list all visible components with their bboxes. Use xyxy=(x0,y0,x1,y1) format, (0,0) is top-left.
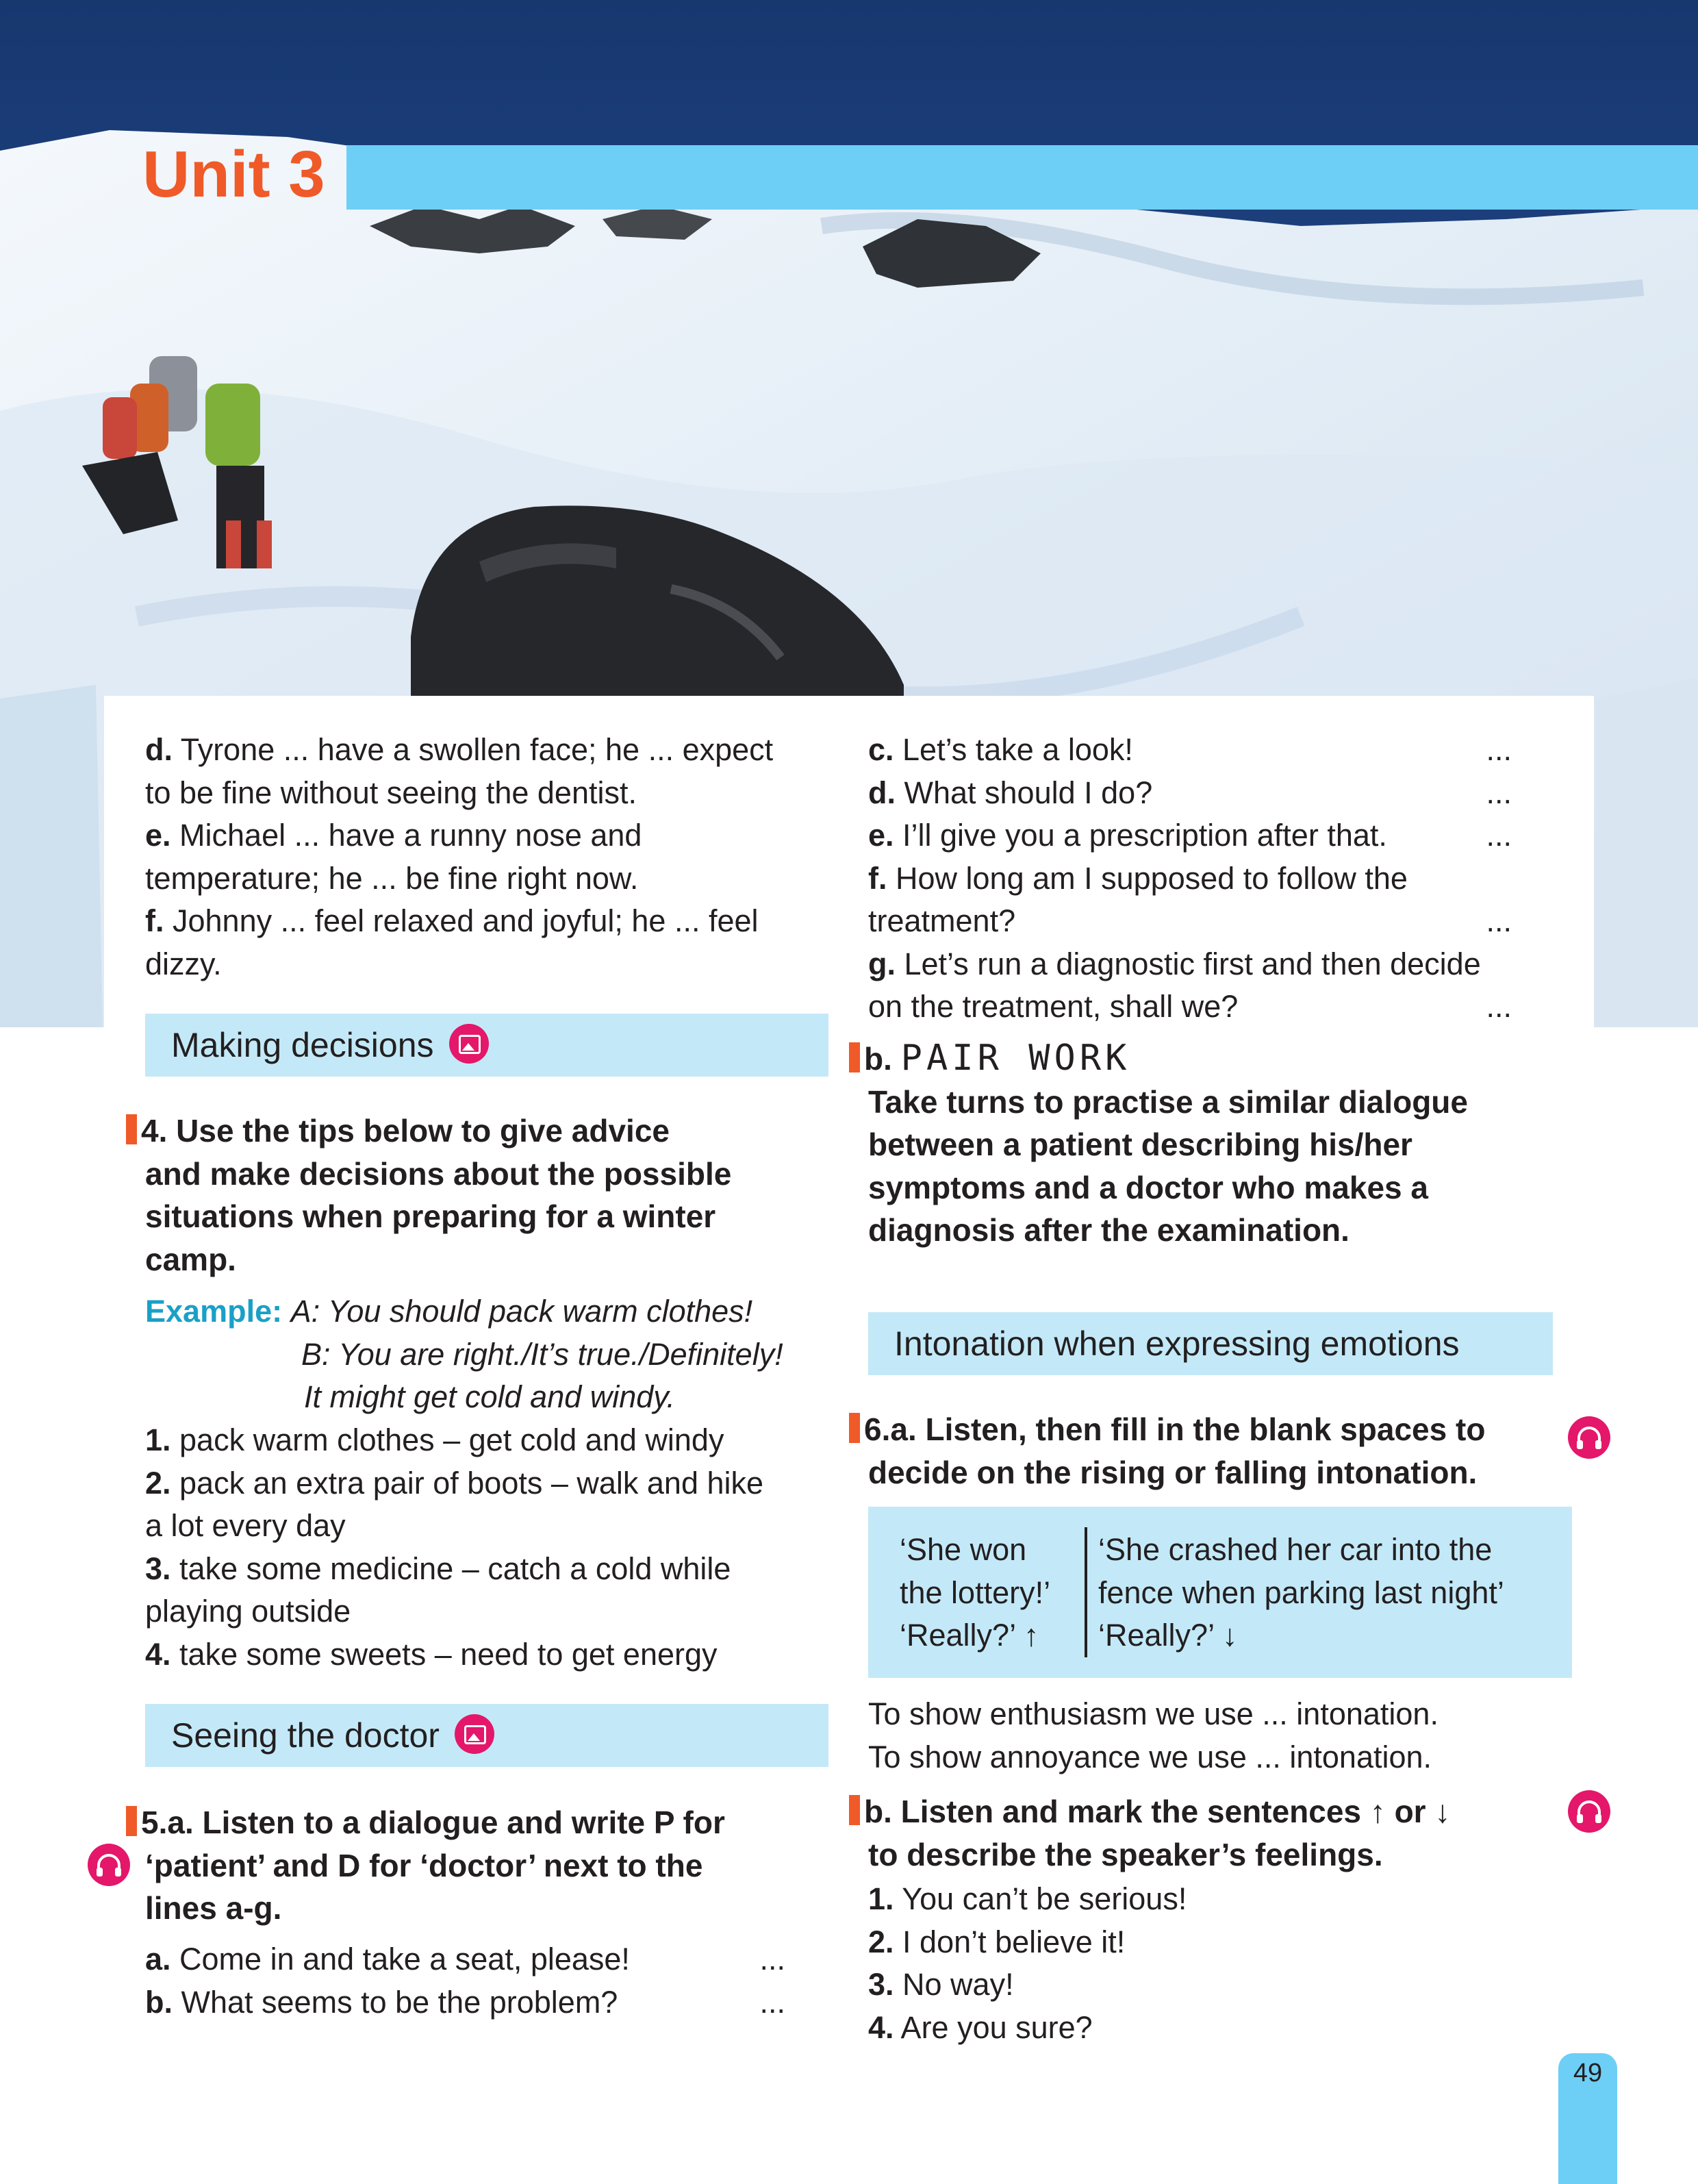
answer-blank[interactable]: ... xyxy=(1486,818,1512,853)
section-title: Intonation when expressing emotions xyxy=(894,1325,1460,1363)
unit-title-bar xyxy=(346,145,1698,210)
list-item: playing outside xyxy=(145,1594,351,1629)
list-item: 4. Are you sure? xyxy=(868,2009,1093,2045)
task-5b-pair-work: b. PAIR WORK Take turns to practise a similar dialogue between a patient describing his/her symptoms and a doctor who makes a diagnosis after the examination. xyxy=(849,1037,1534,1252)
audio-headphones-icon[interactable] xyxy=(1568,1416,1610,1459)
list-item: f. How long am I supposed to follow the xyxy=(868,860,1408,896)
answer-blank[interactable]: ... xyxy=(1486,732,1512,767)
task-marker xyxy=(849,1413,860,1443)
list-item: 1. You can’t be serious! xyxy=(868,1881,1187,1916)
list-item: dizzy. xyxy=(145,946,222,981)
list-item: g. Let’s run a diagnostic first and then decide xyxy=(868,946,1481,981)
list-item: b. What seems to be the problem? ... xyxy=(145,1981,785,2024)
arrow-up-icon: ↑ xyxy=(1369,1794,1386,1829)
task-marker xyxy=(849,1795,860,1825)
task-marker xyxy=(849,1042,860,1072)
arrow-down-icon: ↓ xyxy=(1434,1794,1451,1829)
list-item: to be fine without seeing the dentist. xyxy=(145,775,637,810)
list-item: 2. pack an extra pair of boots – walk and hike xyxy=(145,1465,764,1501)
list-item: treatment? ... xyxy=(868,900,1512,943)
list-item: d. Tyrone ... have a swollen face; he ... expect xyxy=(145,732,774,767)
answer-blank[interactable]: ... xyxy=(1486,775,1512,810)
example-label: Example: xyxy=(145,1294,283,1329)
example-falling: ‘She crashed her car into the fence when parking last night’ ‘Really?’ ↓ xyxy=(1098,1532,1504,1653)
sentences-list xyxy=(868,1878,1553,2049)
task-marker xyxy=(126,1806,137,1836)
section-title: Seeing the doctor xyxy=(171,1716,440,1755)
dialogue-lines-left xyxy=(145,1938,785,2024)
exercise-3-continued xyxy=(145,729,830,986)
section-title: Making decisions xyxy=(171,1026,434,1064)
list-item: e. Michael ... have a runny nose and xyxy=(145,818,642,853)
list-item: on the treatment, shall we? ... xyxy=(868,986,1512,1029)
answer-blank[interactable]: ... xyxy=(1486,903,1512,938)
pair-work-label: PAIR WORK xyxy=(900,1038,1131,1079)
intonation-example-box xyxy=(868,1507,1572,1678)
intonation-fill-lines: To show enthusiasm we use ... intonation. To show annoyance we use ... intonation. xyxy=(868,1696,1439,1774)
tips-list xyxy=(145,1419,844,1676)
section-heading-making-decisions xyxy=(145,1014,828,1077)
list-item: 2. I don’t believe it! xyxy=(868,1924,1126,1959)
divider xyxy=(1085,1527,1087,1657)
list-item: f. Johnny ... feel relaxed and joyful; he ... feel xyxy=(145,903,759,938)
list-item: e. I’ll give you a prescription after that. ... xyxy=(868,814,1512,857)
list-item: 4. take some sweets – need to get energy xyxy=(145,1636,718,1672)
list-item: d. What should I do? ... xyxy=(868,772,1512,815)
section-heading-intonation xyxy=(868,1312,1553,1375)
unit-title: Unit 3 xyxy=(142,138,325,211)
task-5a-instructions: 5.a. Listen to a dialogue and write P for ‘patient’ and D for ‘doctor’ next to the lines a-g. xyxy=(126,1801,838,1930)
list-item: a. Come in and take a seat, please! ... xyxy=(145,1938,785,1981)
dialogue-lines-right xyxy=(868,729,1512,1029)
arrow-up-icon: ↑ xyxy=(1023,1618,1039,1653)
list-item: c. Let’s take a look! ... xyxy=(868,729,1512,772)
list-item: temperature; he ... be fine right now. xyxy=(145,860,639,896)
section-heading-seeing-doctor xyxy=(145,1704,828,1767)
task-4-instructions: 4. Use the tips below to give advice and make decisions about the possible situations when preparing for a winter camp. xyxy=(126,1109,838,1281)
answer-blank[interactable]: ... xyxy=(1486,989,1512,1024)
audio-headphones-icon[interactable] xyxy=(88,1844,130,1886)
answer-blank[interactable]: ... xyxy=(759,1984,785,2020)
page-number: 49 xyxy=(1573,2059,1603,2087)
list-item: a lot every day xyxy=(145,1508,346,1543)
task-marker xyxy=(126,1114,137,1144)
list-item: 3. No way! xyxy=(868,1967,1014,2002)
picture-icon[interactable] xyxy=(449,1024,489,1064)
example-block: Example: A: You should pack warm clothes! B: You are right./It’s true./Definitely! It might get cold and windy. xyxy=(145,1294,783,1414)
audio-headphones-icon[interactable] xyxy=(1568,1790,1610,1833)
picture-icon[interactable] xyxy=(455,1714,494,1754)
arrow-down-icon: ↓ xyxy=(1221,1618,1238,1653)
task-6a-instructions: 6.a. Listen, then fill in the blank spaces to decide on the rising or falling intonation. xyxy=(849,1408,1534,1494)
list-item: 3. take some medicine – catch a cold while xyxy=(145,1551,731,1586)
example-rising: ‘She won the lottery!’ ‘Really?’ ↑ xyxy=(900,1532,1051,1653)
task-6b-instructions: b. Listen and mark the sentences ↑ or ↓ to describe the speaker’s feelings. xyxy=(849,1790,1534,1876)
list-item: 1. pack warm clothes – get cold and windy xyxy=(145,1422,724,1457)
answer-blank[interactable]: ... xyxy=(759,1942,785,1976)
